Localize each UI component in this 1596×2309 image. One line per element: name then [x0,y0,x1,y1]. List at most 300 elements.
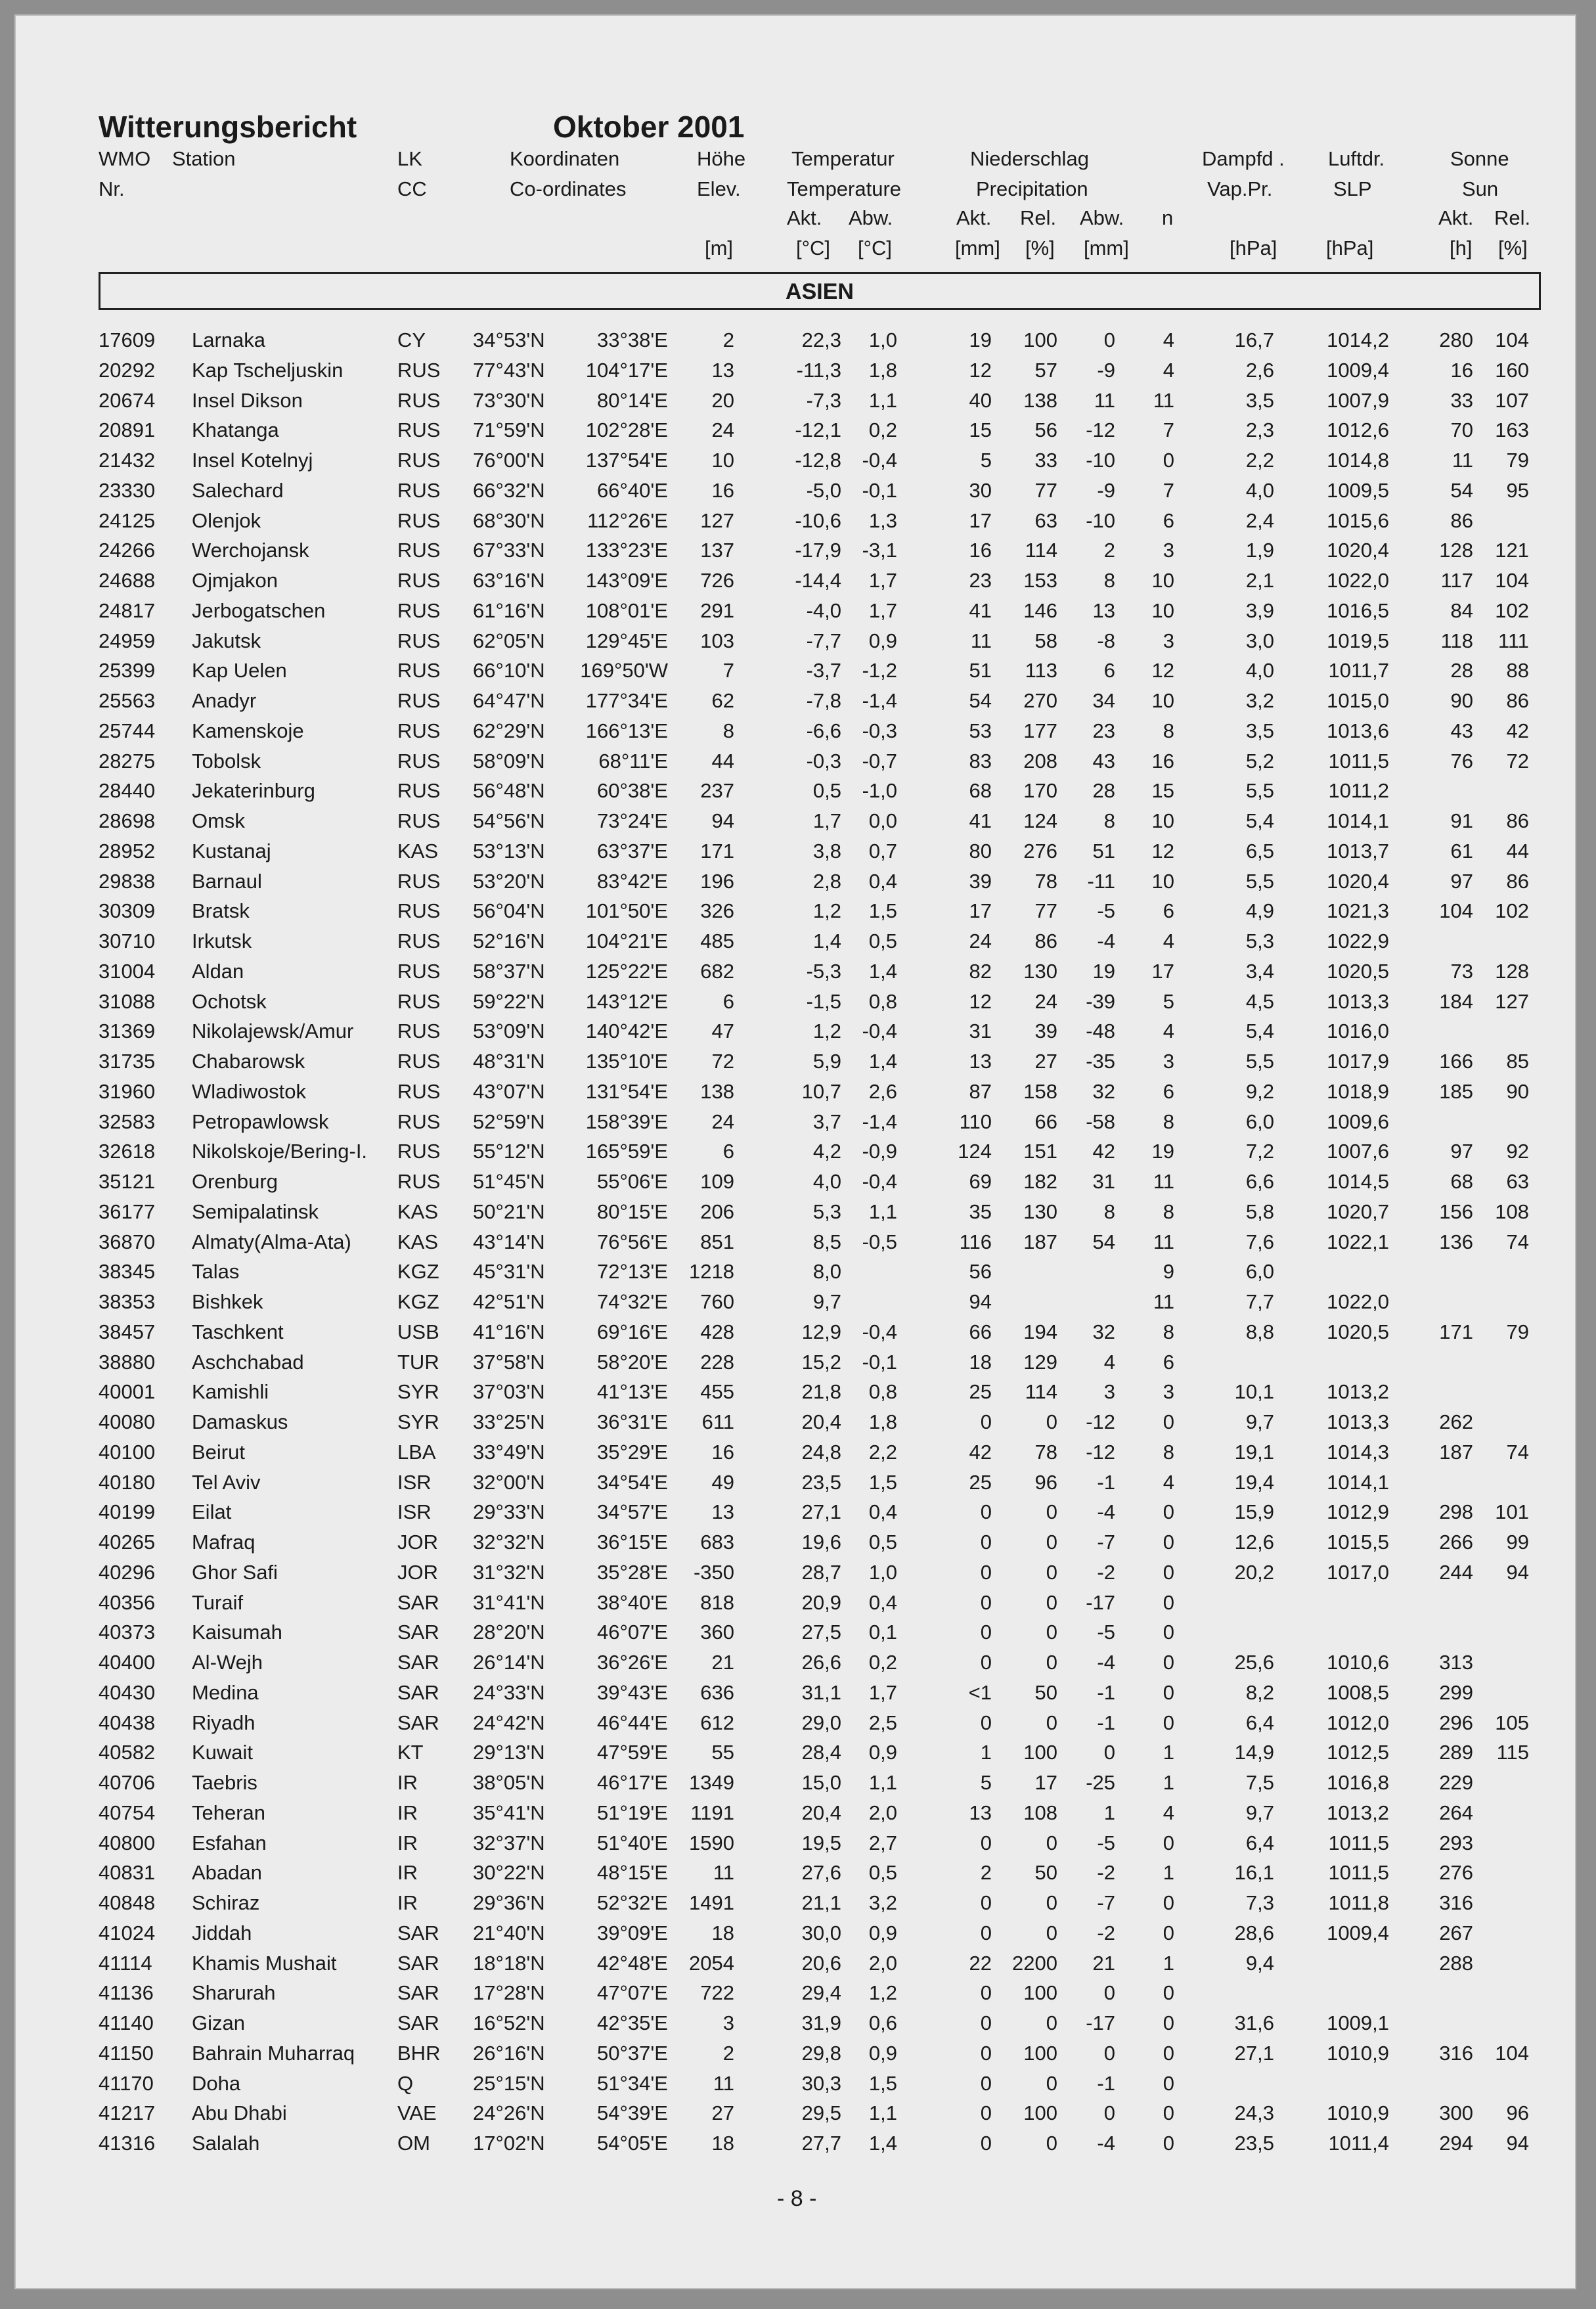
table-row [0,1741,1596,1771]
cell-prec-abw: -58 [1086,1110,1115,1133]
cell-station-name: Aschchabad [192,1350,304,1374]
cell-latitude: 33°25'N [473,1410,545,1433]
table-row [0,1681,1596,1711]
table-row [0,539,1596,569]
cell-longitude: 46°17'E [597,1771,668,1794]
cell-wmo-nr: 40356 [99,1590,156,1614]
cell-vapour-press: 19,4 [1234,1470,1274,1494]
cell-prec-akt: 80 [969,839,992,863]
table-row [0,1651,1596,1681]
cell-temp-abw: 0,8 [868,989,897,1013]
cell-prec-days: 0 [1163,1621,1174,1644]
cell-temp-akt: 12,9 [801,1320,841,1343]
cell-elevation: 682 [700,959,734,983]
cell-prec-akt: 13 [969,1050,992,1073]
cell-latitude: 24°26'N [473,2101,545,2125]
cell-longitude: 36°15'E [597,1531,668,1554]
cell-prec-akt: 41 [969,598,992,622]
cell-slp: 1012,5 [1327,1741,1389,1764]
cell-country: KAS [397,839,439,863]
cell-prec-akt: 87 [969,1079,992,1103]
cell-prec-rel: 58 [1034,629,1057,652]
cell-longitude: 54°39'E [597,2101,668,2125]
cell-prec-akt: 17 [969,899,992,923]
cell-sun-akt: 43 [1450,719,1473,742]
cell-station-name: Kap Uelen [192,659,287,683]
cell-slp: 1015,5 [1327,1531,1389,1554]
cell-wmo-nr: 28440 [99,779,156,803]
cell-country: RUS [397,779,441,803]
cell-vapour-press: 7,7 [1245,1290,1274,1313]
cell-wmo-nr: 36870 [99,1230,156,1253]
cell-prec-abw: 11 [1094,388,1115,412]
cell-prec-abw: 51 [1092,839,1115,863]
cell-station-name: Teheran [192,1801,266,1824]
cell-elevation: 291 [700,598,734,622]
cell-latitude: 56°48'N [473,779,545,803]
cell-prec-abw: -9 [1097,478,1115,502]
cell-prec-days: 5 [1163,989,1174,1013]
cell-country: RUS [397,1020,441,1043]
cell-prec-abw: 42 [1092,1140,1115,1163]
cell-station-name: Orenburg [192,1170,278,1193]
cell-station-name: Chabarowsk [192,1050,305,1073]
cell-temp-abw: 1,5 [868,2071,897,2095]
cell-country: RUS [397,358,441,382]
cell-prec-abw: -11 [1087,869,1115,893]
table-row [0,2011,1596,2042]
cell-temp-akt: 29,5 [801,2101,841,2125]
cell-longitude: 34°54'E [597,1470,668,1494]
cell-temp-abw: 2,2 [868,1440,897,1464]
cell-prec-akt: 0 [980,1891,992,1914]
cell-prec-days: 0 [1163,1981,1174,2005]
cell-prec-days: 0 [1163,1500,1174,1524]
col-head-p-akt: Akt. [956,206,992,229]
cell-temp-akt: 5,9 [812,1050,841,1073]
cell-sun-rel: 163 [1495,418,1529,442]
cell-elevation: 6 [722,1140,734,1163]
cell-prec-rel: 113 [1025,659,1057,683]
cell-latitude: 45°31'N [473,1260,545,1284]
cell-prec-days: 0 [1163,1651,1174,1674]
cell-slp: 1019,5 [1327,629,1389,652]
unit-p-rel: [%] [1025,236,1055,259]
table-row [0,1110,1596,1140]
cell-station-name: Sharurah [192,1981,276,2005]
cell-temp-akt: 1,2 [812,1020,841,1043]
cell-country: BHR [397,2041,441,2065]
cell-prec-days: 12 [1151,659,1174,683]
cell-sun-akt: 316 [1439,2041,1473,2065]
cell-wmo-nr: 20891 [99,418,156,442]
cell-longitude: 51°34'E [597,2071,668,2095]
cell-station-name: Abadan [192,1861,262,1885]
cell-station-name: Nikolajewsk/Amur [192,1020,354,1043]
cell-prec-days: 8 [1163,1320,1174,1343]
cell-prec-rel: 78 [1034,869,1057,893]
col-head-sun: Sun [1462,177,1499,200]
cell-elevation: 760 [700,1290,734,1313]
cell-prec-days: 19 [1151,1140,1174,1163]
cell-wmo-nr: 31960 [99,1079,156,1103]
cell-prec-abw: -17 [1086,2011,1115,2034]
cell-temp-abw: 1,4 [868,2132,897,2155]
cell-prec-akt: 0 [980,1621,992,1644]
cell-latitude: 73°30'N [473,388,545,412]
cell-vapour-press: 9,4 [1245,1951,1274,1975]
cell-prec-rel: 27 [1034,1050,1057,1073]
cell-sun-rel: 127 [1495,989,1529,1013]
cell-temp-akt: 19,5 [801,1831,841,1854]
cell-longitude: 34°57'E [597,1500,668,1524]
cell-temp-akt: 30,3 [801,2071,841,2095]
cell-sun-rel: 107 [1495,388,1529,412]
cell-country: KGZ [397,1290,439,1313]
cell-prec-akt: 12 [969,989,992,1013]
cell-elevation: 485 [700,930,734,953]
cell-prec-rel: 0 [1046,1711,1057,1734]
cell-temp-abw: 2,0 [868,1951,897,1975]
cell-wmo-nr: 35121 [99,1170,156,1193]
cell-sun-akt: 70 [1450,418,1473,442]
cell-prec-rel: 208 [1023,749,1057,773]
cell-temp-abw: 3,2 [868,1891,897,1914]
cell-latitude: 59°22'N [473,989,545,1013]
cell-latitude: 18°18'N [473,1951,545,1975]
cell-country: SYR [397,1380,439,1404]
cell-temp-abw: 1,7 [868,1680,897,1704]
cell-longitude: 38°40'E [597,1590,668,1614]
cell-country: SAR [397,1680,439,1704]
cell-sun-akt: 276 [1439,1861,1473,1885]
cell-prec-days: 10 [1151,569,1174,592]
cell-station-name: Mafraq [192,1531,255,1554]
cell-vapour-press: 8,2 [1245,1680,1274,1704]
cell-prec-days: 0 [1163,2132,1174,2155]
cell-station-name: Gizan [192,2011,245,2034]
cell-prec-days: 7 [1163,478,1174,502]
cell-latitude: 76°00'N [473,449,545,472]
cell-temp-akt: -5,0 [806,478,841,502]
cell-longitude: 133°23'E [585,539,668,562]
table-row [0,1050,1596,1080]
cell-vapour-press: 14,9 [1234,1741,1274,1764]
cell-prec-akt: 0 [980,1500,992,1524]
cell-slp: 1009,4 [1327,358,1389,382]
cell-prec-rel: 57 [1034,358,1057,382]
cell-longitude: 101°50'E [585,899,668,923]
cell-slp: 1014,5 [1327,1170,1389,1193]
cell-country: RUS [397,539,441,562]
cell-sun-akt: 293 [1439,1831,1473,1854]
cell-vapour-press: 8,8 [1245,1320,1274,1343]
table-row [0,1561,1596,1591]
cell-wmo-nr: 40438 [99,1711,156,1734]
cell-sun-akt: 299 [1439,1680,1473,1704]
cell-station-name: Khamis Mushait [192,1951,337,1975]
cell-prec-rel: 0 [1046,2011,1057,2034]
cell-country: RUS [397,869,441,893]
unit-elev: [m] [705,236,734,259]
cell-prec-days: 8 [1163,1199,1174,1223]
cell-latitude: 25°15'N [473,2071,545,2095]
cell-sun-rel: 99 [1506,1531,1529,1554]
cell-prec-days: 0 [1163,1560,1174,1584]
cell-vapour-press: 4,5 [1245,989,1274,1013]
cell-prec-rel: 24 [1034,989,1057,1013]
cell-prec-rel: 66 [1034,1110,1057,1133]
cell-station-name: Jakutsk [192,629,261,652]
cell-latitude: 24°42'N [473,1711,545,1734]
cell-temp-abw: -0,4 [862,449,897,472]
cell-temp-akt: 20,4 [801,1801,841,1824]
cell-country: SAR [397,1651,439,1674]
cell-slp: 1011,5 [1328,1861,1389,1885]
cell-prec-abw: 13 [1092,598,1115,622]
cell-station-name: Ghor Safi [192,1560,278,1584]
cell-vapour-press: 23,5 [1234,2132,1274,2155]
cell-sun-rel: 105 [1495,1711,1529,1734]
cell-longitude: 46°44'E [597,1711,668,1734]
cell-country: RUS [397,659,441,683]
cell-prec-abw: 4 [1103,1350,1115,1374]
cell-prec-days: 3 [1163,629,1174,652]
cell-longitude: 102°28'E [585,418,668,442]
cell-sun-akt: 313 [1439,1651,1473,1674]
cell-prec-abw: 8 [1103,1199,1115,1223]
cell-latitude: 41°16'N [473,1320,545,1343]
cell-country: RUS [397,689,441,712]
cell-vapour-press: 5,4 [1245,1020,1274,1043]
cell-elevation: 27 [711,2101,734,2125]
cell-country: RUS [397,598,441,622]
cell-sun-rel: 102 [1495,598,1529,622]
table-row [0,870,1596,900]
cell-wmo-nr: 24266 [99,539,156,562]
cell-slp: 1011,5 [1328,749,1389,773]
cell-prec-akt: 13 [969,1801,992,1824]
table-row [0,930,1596,960]
cell-wmo-nr: 41136 [99,1981,154,2005]
cell-sun-akt: 288 [1439,1951,1473,1975]
cell-vapour-press: 5,8 [1245,1199,1274,1223]
cell-prec-abw: 23 [1092,719,1115,742]
cell-country: RUS [397,899,441,923]
cell-station-name: Jiddah [192,1921,252,1944]
cell-slp: 1014,1 [1327,1470,1389,1494]
cell-prec-akt: 0 [980,1711,992,1734]
cell-slp: 1020,5 [1327,1320,1389,1343]
cell-prec-akt: 23 [969,569,992,592]
cell-vapour-press: 4,0 [1245,478,1274,502]
cell-temp-akt: 27,5 [801,1621,841,1644]
cell-prec-rel: 0 [1046,2132,1057,2155]
cell-prec-days: 1 [1163,1771,1174,1794]
cell-temp-abw: 0,4 [868,1590,897,1614]
cell-prec-akt: 0 [980,1831,992,1854]
cell-prec-rel: 56 [1034,418,1057,442]
cell-station-name: Bratsk [192,899,250,923]
cell-country: RUS [397,930,441,953]
cell-sun-rel: 42 [1506,719,1529,742]
cell-country: SAR [397,1711,439,1734]
table-row [0,328,1596,359]
cell-sun-rel: 74 [1506,1440,1529,1464]
cell-longitude: 165°59'E [585,1140,668,1163]
cell-temp-akt: -12,8 [795,449,841,472]
cell-prec-akt: 110 [959,1110,992,1133]
cell-temp-abw: 1,8 [868,1410,897,1433]
cell-latitude: 35°41'N [473,1801,545,1824]
unit-p-abw: [mm] [1084,236,1129,259]
table-row [0,1621,1596,1651]
cell-elevation: 16 [711,1440,734,1464]
cell-slp: 1016,0 [1327,1020,1389,1043]
cell-elevation: 1590 [689,1831,734,1854]
cell-elevation: 683 [700,1531,734,1554]
cell-sun-rel: 102 [1495,899,1529,923]
cell-wmo-nr: 40848 [99,1891,156,1914]
cell-wmo-nr: 40800 [99,1831,156,1854]
cell-prec-abw: 19 [1092,959,1115,983]
cell-elevation: 1218 [689,1260,734,1284]
cell-sun-rel: 44 [1506,839,1529,863]
unit-t-akt: [°C] [796,236,831,259]
cell-longitude: 39°43'E [597,1680,668,1704]
cell-elevation: 1349 [689,1771,734,1794]
cell-station-name: Jerbogatschen [192,598,326,622]
cell-temp-abw: 0,6 [868,2011,897,2034]
cell-temp-akt: -5,3 [806,959,841,983]
cell-prec-akt: 124 [958,1140,992,1163]
cell-longitude: 69°16'E [597,1320,668,1343]
cell-sun-rel: 108 [1495,1199,1529,1223]
cell-prec-rel: 0 [1046,1500,1057,1524]
table-row [0,1080,1596,1110]
cell-temp-akt: 27,6 [801,1861,841,1885]
cell-sun-akt: 289 [1439,1741,1473,1764]
cell-elevation: 8 [722,719,734,742]
cell-prec-days: 11 [1153,1170,1174,1193]
unit-vappr: [hPa] [1230,236,1277,259]
cell-sun-rel: 90 [1506,1079,1529,1103]
cell-country: KT [397,1741,424,1764]
cell-prec-abw: -5 [1097,899,1115,923]
cell-temp-akt: 4,2 [812,1140,841,1163]
cell-wmo-nr: 29838 [99,869,156,893]
cell-latitude: 51°45'N [473,1170,545,1193]
cell-wmo-nr: 25399 [99,659,156,683]
cell-country: SAR [397,1590,439,1614]
table-row [0,960,1596,990]
cell-prec-abw: -17 [1086,1590,1115,1614]
cell-longitude: 48°15'E [597,1861,668,1885]
cell-latitude: 53°20'N [473,869,545,893]
table-row [0,599,1596,629]
cell-prec-abw: 0 [1103,1981,1115,2005]
cell-slp: 1007,9 [1327,388,1389,412]
cell-temp-abw: 0,1 [868,1621,897,1644]
cell-longitude: 177°34'E [585,689,668,712]
cell-latitude: 48°31'N [473,1050,545,1073]
cell-prec-rel: 270 [1023,689,1057,712]
cell-prec-abw: -48 [1086,1020,1115,1043]
cell-temp-akt: -7,7 [806,629,841,652]
cell-prec-days: 12 [1151,839,1174,863]
cell-temp-abw: 0,5 [868,930,897,953]
cell-wmo-nr: 25744 [99,719,156,742]
cell-slp: 1022,1 [1327,1230,1389,1253]
cell-prec-days: 0 [1163,1891,1174,1914]
cell-latitude: 53°13'N [473,839,545,863]
cell-prec-akt: 53 [969,719,992,742]
cell-elevation: 127 [700,508,734,532]
cell-prec-akt: 25 [969,1380,992,1404]
cell-temp-akt: 30,0 [801,1921,841,1944]
cell-prec-abw: 0 [1103,2041,1115,2065]
cell-vapour-press: 24,3 [1234,2101,1274,2125]
cell-station-name: Ochotsk [192,989,267,1013]
cell-wmo-nr: 41217 [99,2101,156,2125]
col-head-niederschlag: Niederschlag [970,147,1089,170]
cell-prec-days: 3 [1163,1380,1174,1404]
table-row [0,1531,1596,1561]
table-row [0,1380,1596,1410]
cell-elevation: 62 [711,689,734,712]
cell-prec-abw: 0 [1103,2101,1115,2125]
cell-country: RUS [397,989,441,1013]
cell-sun-akt: 280 [1439,328,1473,351]
cell-temp-akt: 23,5 [801,1470,841,1494]
cell-wmo-nr: 41114 [99,1951,152,1975]
table-row [0,1230,1596,1261]
cell-country: JOR [397,1560,438,1584]
table-row [0,569,1596,599]
cell-prec-abw: -12 [1086,418,1115,442]
cell-temp-akt: 20,9 [801,1590,841,1614]
cell-elevation: 196 [700,869,734,893]
cell-wmo-nr: 41150 [99,2041,154,2065]
cell-sun-akt: 267 [1439,1921,1473,1944]
cell-temp-abw: 1,4 [868,1050,897,1073]
cell-wmo-nr: 32583 [99,1110,156,1133]
cell-longitude: 73°24'E [597,809,668,832]
col-head-koordinaten: Koordinaten [510,147,620,170]
cell-prec-akt: 42 [969,1440,992,1464]
cell-elevation: 24 [711,418,734,442]
cell-longitude: 112°26'E [587,508,668,532]
cell-longitude: 140°42'E [585,1020,668,1043]
cell-country: RUS [397,959,441,983]
cell-longitude: 74°32'E [597,1290,668,1313]
cell-prec-days: 1 [1163,1861,1174,1885]
cell-prec-abw: -1 [1097,1680,1115,1704]
cell-prec-akt: 5 [980,1771,992,1794]
table-row [0,1500,1596,1531]
cell-prec-akt: 51 [969,659,992,683]
cell-prec-akt: 0 [980,2071,992,2095]
cell-vapour-press: 9,7 [1245,1410,1274,1433]
cell-prec-rel: 158 [1023,1079,1057,1103]
cell-prec-days: 3 [1163,539,1174,562]
cell-wmo-nr: 17609 [99,328,156,351]
cell-country: KAS [397,1199,439,1223]
cell-latitude: 38°05'N [473,1771,545,1794]
cell-station-name: Petropawlowsk [192,1110,329,1133]
col-head-sonne: Sonne [1450,147,1509,170]
cell-elevation: 103 [700,629,734,652]
